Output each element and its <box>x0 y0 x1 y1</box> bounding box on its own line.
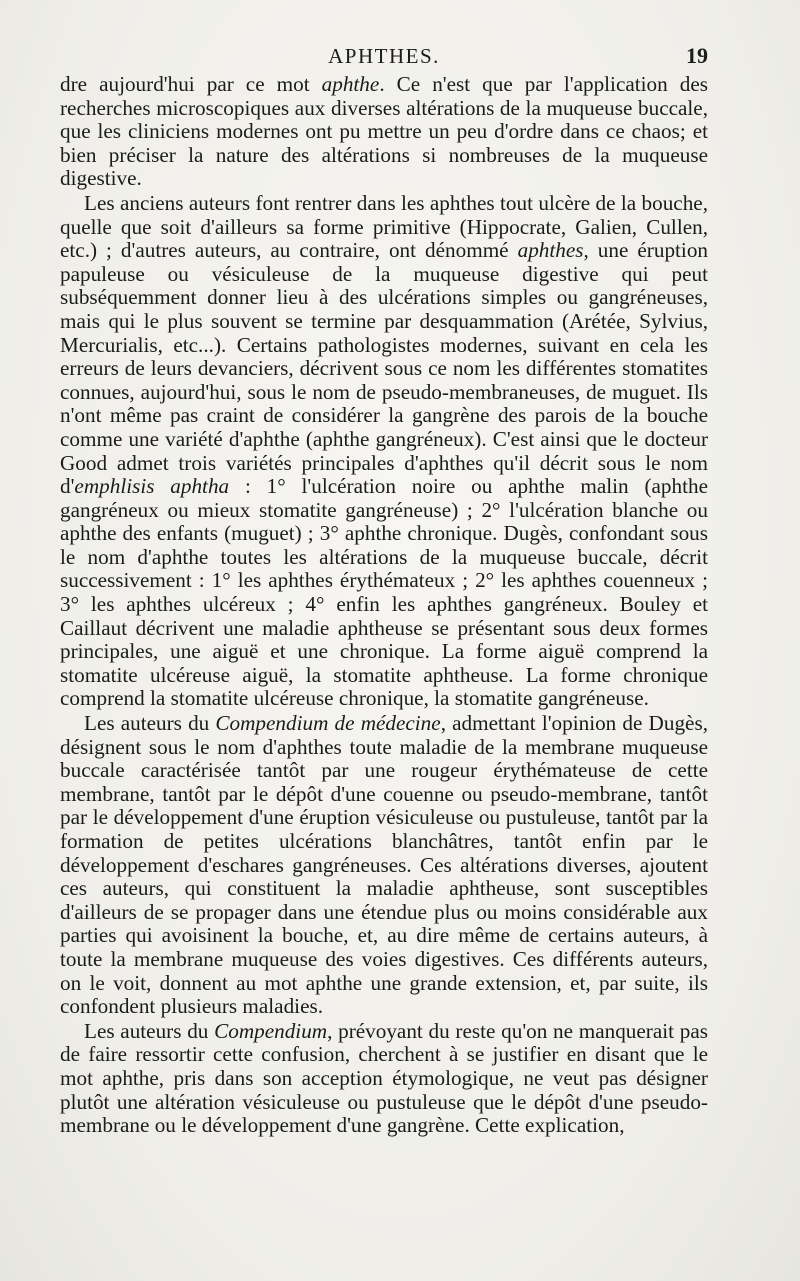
text-run: , prévoyant du reste qu'on ne manquerait pas de faire ressortir cette confusion, cherchent à se justifier en disant que le mot aphthe, pris dans son acception étymologique, ne veut pas désigner plutôt une altération vésiculeuse ou pustuleuse que le dépôt d'une pseudo-membrane ou le développement d'une gangrène. Cette explication, <box>60 1018 708 1138</box>
italic-title: Compendium de médecine <box>215 711 441 736</box>
body-text <box>60 73 708 1138</box>
text-run: Les auteurs du <box>84 1018 215 1043</box>
paragraph-3 <box>60 712 708 1019</box>
italic-term: emphlisis aphtha <box>74 474 230 499</box>
running-title: APHTHES. <box>328 44 440 68</box>
paragraph-4 <box>60 1020 708 1138</box>
text-run: . Ce n'est que par l'application des recherches microscopiques aux diverses altérations de la muqueuse buccale, que les cliniciens modernes ont pu mettre un peu d'ordre dans ce chaos; et bien préciser la nature des altérations si nombreuses de la muqueuse digestive. <box>60 72 708 191</box>
text-run: , admettant l'opinion de Dugès, désignent sous le nom d'aphthes toute maladie de la membrane muqueuse buccale caractérisée tantôt par une rougeur érythémateuse de cette membrane, tantôt par le dépôt d'une couenne ou pseudo-membrane, tantôt par le développement d'une éruption vésiculeuse ou pustuleuse, tantôt par la formation de petites ulcérations blanchâtres, tantôt enfin par le développement d'eschares gangréneuses. Ces altérations diverses, ajoutent ces auteurs, qui constituent la maladie aphtheuse, sont susceptibles d'ailleurs de se propager dans une étendue plus ou moins considérable aux parties qui avoisinent la bouche, et, au dire même de certains auteurs, à toute la membrane muqueuse des voies digestives. Ces différents auteurs, on le voit, donnent au mot aphthe une grande extension, et, par suite, ils confondent plusieurs maladies. <box>60 711 708 1019</box>
page-number: 19 <box>686 43 708 68</box>
text-run: Les auteurs du <box>84 711 216 736</box>
text-run: dre aujourd'hui par ce mot <box>60 72 322 96</box>
page-header <box>60 40 708 72</box>
italic-title: Compendium <box>214 1018 328 1043</box>
text-run: , une éruption papuleuse ou vésiculeuse de la muqueuse digestive qui peut subséquemment donner lieu à des ulcérations simples ou gangréneuses, mais qui le plus souvent se termine par desquammation (Arétée, Sylvius, Mercurialis, etc...). Certains pathologistes modernes, suivant en cela les erreurs de leurs devanciers, décrivent sous ce nom les différentes stomatites connues, aujourd'hui, sous le nom de pseudo-membraneuses, de muguet. Ils n'ont même pas craint de considérer la gangrène des parois de la bouche comme une variété d'aphthe (aphthe gangréneux). C'est ainsi que le docteur Good admet trois variétés principales d'aphthes qu'il décrit sous le nom d' <box>60 238 709 499</box>
italic-term: aphthe <box>321 72 380 96</box>
paragraph-2 <box>60 192 708 711</box>
italic-term: aphthes <box>517 238 584 263</box>
text-run: : 1° l'ulcération noire ou aphthe malin (aphthe gangréneux ou mieux stomatite gangréneuse) ; 2° l'ulcération blanche ou aphthe des enfants (muguet) ; 3° aphthe chronique. Dugès, confondant sous le nom d'aphthe toutes les altérations de la muqueuse buccale, décrit successivement : 1° les aphthes érythémateux ; 2° les aphthes couenneux ; 3° les aphthes ulcéreux ; 4° enfin les aphthes gangréneux. Bouley et Caillaut décrivent une maladie aphtheuse se présentant sous deux formes principales, une aiguë et une chronique. La forme aiguë comprend la stomatite ulcéreuse aiguë, la stomatite aphtheuse. La forme chronique comprend la stomatite ulcéreuse chronique, la stomatite gangréneuse. <box>60 474 708 711</box>
text-run: Les anciens auteurs font rentrer dans les aphthes tout ulcère de la bouche, quelle que soit d'ailleurs sa forme primitive (Hippocrate, Galien, Cullen, etc.) ; d'autres auteurs, au contraire, ont dénommé <box>60 190 708 263</box>
paragraph-1 <box>60 73 708 191</box>
